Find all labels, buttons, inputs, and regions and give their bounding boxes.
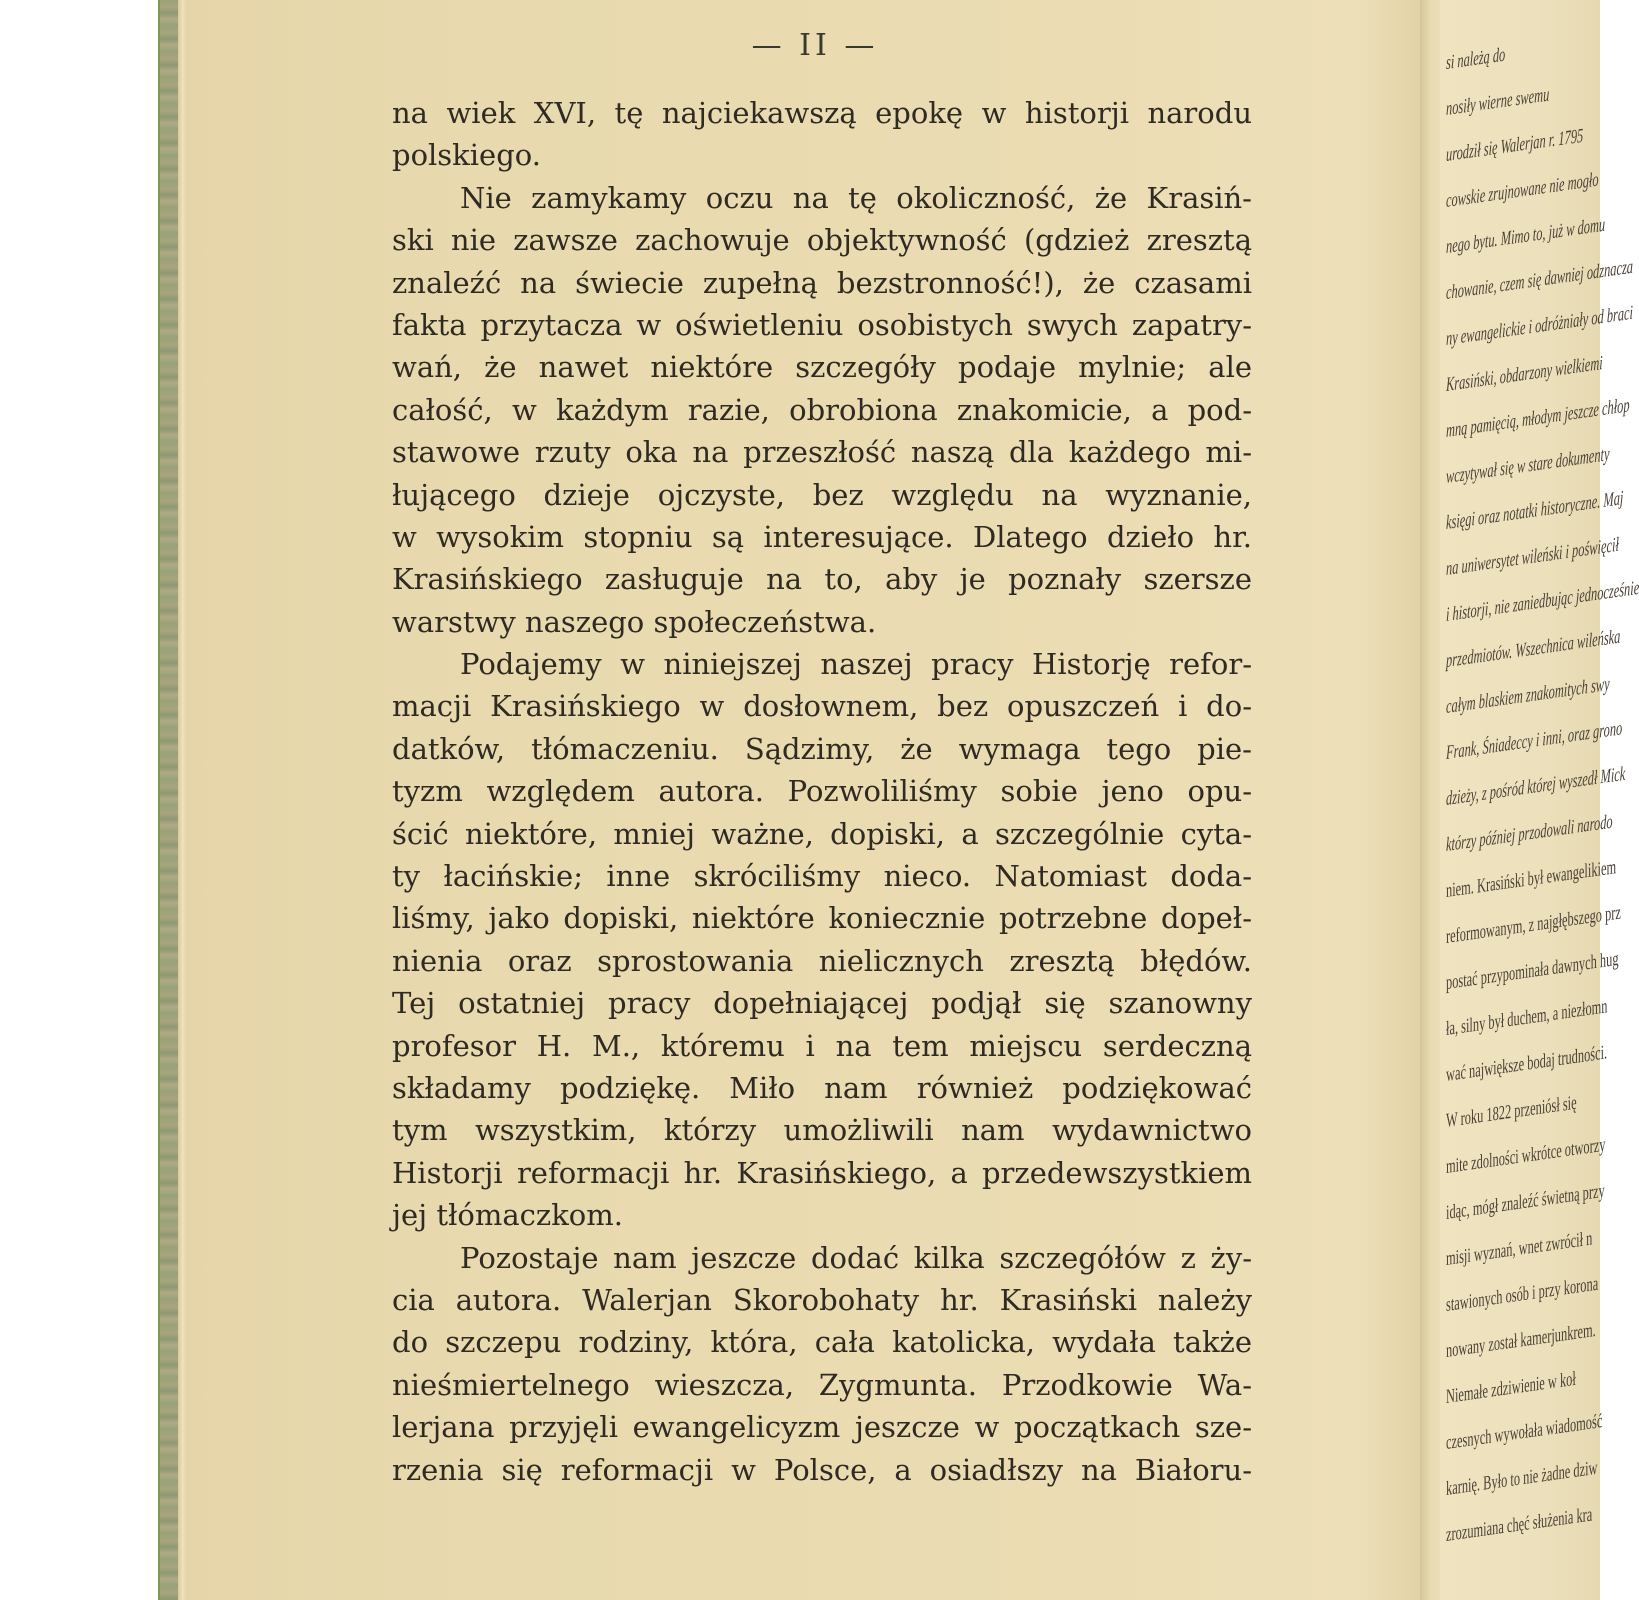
facing-text-line: którzy później przodowali narodo [1446,810,1613,856]
facing-text-line: całym blaskiem znakomitych swy [1446,673,1610,718]
text-line: na wiek XVI, tę najciekawszą epokę w historji narodu [392,96,1252,130]
text-line: łującego dzieje ojczyste, bez względu na wyznanie, [392,477,1252,512]
text-line: cia autora. Walerjan Skorobohaty hr. Krasiński należy [392,1282,1252,1317]
facing-text-line: ny ewangelickie i odróżniały od braci [1446,301,1633,350]
facing-text-line: idąc, mógł znaleźć świetną przy [1446,1179,1605,1224]
text-line: Pozostaje nam jeszcze dodać kilka szczegółów z ży- [460,1240,1252,1275]
facing-text-line: Niemałe zdziwienie w koł [1446,1367,1576,1408]
facing-text-line: chowanie, czem się dawniej odznacza [1446,255,1634,304]
text-line: tyzm względem autora. Pozwoliliśmy sobie jeno opu- [392,774,1252,809]
facing-text-line: si należą do [1446,43,1506,74]
facing-text-line: postać przypominała dawnych hug [1446,947,1619,994]
text-line: lerjana przyjęli ewangelicyzm jeszcze w początkach sze- [392,1410,1252,1445]
text-line: Tej ostatniej pracy dopełniającej podjął się szanowny [392,986,1252,1021]
facing-text-line: księgi oraz notatki historyczne. Maj [1446,487,1624,534]
text-line: macji Krasińskiego w dosłownem, bez opuszczeń i do- [392,689,1252,724]
facing-text-line: wczytywał się w stare dokumenty [1446,443,1610,488]
text-line: ścić niektóre, mniej ważne, dopiski, a szczególnie cyta- [392,816,1252,851]
facing-page-text [1446,40,1639,1558]
text-line: jej tłómaczkom. [392,1198,623,1233]
text-line: Nie zamykamy oczu na tę okoliczność, że Krasiń- [460,180,1252,215]
facing-text-line: wać największe bodaj trudności. [1446,1041,1608,1086]
facing-page [1440,0,1639,1600]
text-line: ty łacińskie; inne skróciliśmy nieco. Natomiast doda- [392,859,1252,894]
facing-text-line: Frank, Śniadeccy i inni, oraz grono [1446,717,1623,764]
facing-text-line: niem. Krasiński był ewangelikiem [1446,856,1617,902]
text-line: stawowe rzuty oka na przeszłość naszą dla każdego mi- [392,435,1252,470]
facing-text-line: reformowanym, z najgłębszego prz [1446,901,1621,948]
text-line: tym wszystkim, którzy umożliwili nam wydawnictwo [392,1113,1252,1148]
text-line: całość, w każdym razie, obrobiona znakomicie, a pod- [392,392,1252,427]
text-line: fakta przytacza w oświetleniu osobistych swych zapatry- [392,307,1252,342]
facing-text-line: ła, silny był duchem, a niezłomn [1446,995,1608,1040]
text-line: datków, tłómaczeniu. Sądzimy, że wymaga tego pie- [392,731,1252,766]
text-line: liśmy, jako dopiski, niektóre koniecznie potrzebne dopeł- [392,901,1252,936]
text-line: Podajemy w niniejszej naszej pracy Historję refor- [460,647,1252,682]
facing-text-line: Krasiński, obdarzony wielkiemi [1446,351,1603,396]
facing-text-line: i historji, nie zaniedbując jednocześnie [1446,576,1639,626]
page-number: — II — [751,28,879,63]
page-body-text [392,92,1252,1491]
text-line: warstwy naszego społeczeństwa. [392,604,877,639]
text-line: Historji reformacji hr. Krasińskiego, a przedewszystkiem [392,1155,1252,1190]
text-line: nieśmiertelnego wieszcza, Zygmunta. Przodkowie Wa- [392,1367,1252,1402]
text-line: rzenia się reformacji w Polsce, a osiadłszy na Białoru- [392,1452,1252,1487]
text-line: do szczepu rodziny, która, cała katolicka, wydała także [392,1325,1252,1360]
facing-text-line: mite zdolności wkrótce otworzy [1446,1133,1606,1178]
text-line: nienia oraz sprostowania nielicznych zresztą błędów. [392,943,1252,978]
facing-text-line: mną pamięcią, młodym jeszcze chłop [1446,394,1630,442]
facing-text-line: nowany został kamerjunkrem. [1446,1318,1596,1362]
text-line: znaleźć na świecie zupełną bezstronność!), że czasami [392,265,1252,300]
text-line: Krasińskiego zasługuje na to, aby je poznały szersze [392,562,1252,597]
facing-text-line: misji wyznań, wnet zwrócił n [1446,1227,1593,1270]
facing-text-line: stawionych osób i przy korona [1446,1272,1599,1316]
text-line: w wysokim stopniu są interesujące. Dlatego dzieło hr. [392,519,1252,554]
facing-text-line: czesnych wywołała wiadomość [1446,1410,1603,1454]
text-line: wań, że nawet niektóre szczegóły podaje mylnie; ale [392,350,1252,385]
text-line: składamy podziękę. Miło nam również podziękować [392,1070,1252,1105]
text-line: polskiego. [392,138,541,173]
facing-text-line: nosiły wierne swemu [1446,83,1550,120]
facing-text-line: dzieży, z pośród której wyszedł Mick [1446,762,1626,810]
facing-text-line: nego bytu. Mimo to, już w domu [1446,213,1606,258]
facing-text-line: cowskie zrujnowane nie mogło [1446,168,1599,212]
facing-text-line: na uniwersytet wileński i poświęcił [1446,533,1619,580]
facing-text-line: W roku 1822 przeniósł się [1446,1091,1577,1132]
facing-text-line: urodził się Walerjan r. 1795 [1446,124,1584,166]
facing-text-line: zrozumiana chęć służenia kra [1446,1503,1593,1546]
text-line: ski nie zawsze zachowuje objektywność (gdzież zresztą [392,223,1252,258]
book-gutter [1420,0,1442,1600]
facing-text-line: karnię. Było to nie żadne dziw [1446,1456,1598,1500]
text-line: profesor H. M., któremu i na tem miejscu serdeczną [392,1028,1252,1063]
facing-text-line: przedmiotów. Wszechnica wileńska [1446,625,1621,672]
